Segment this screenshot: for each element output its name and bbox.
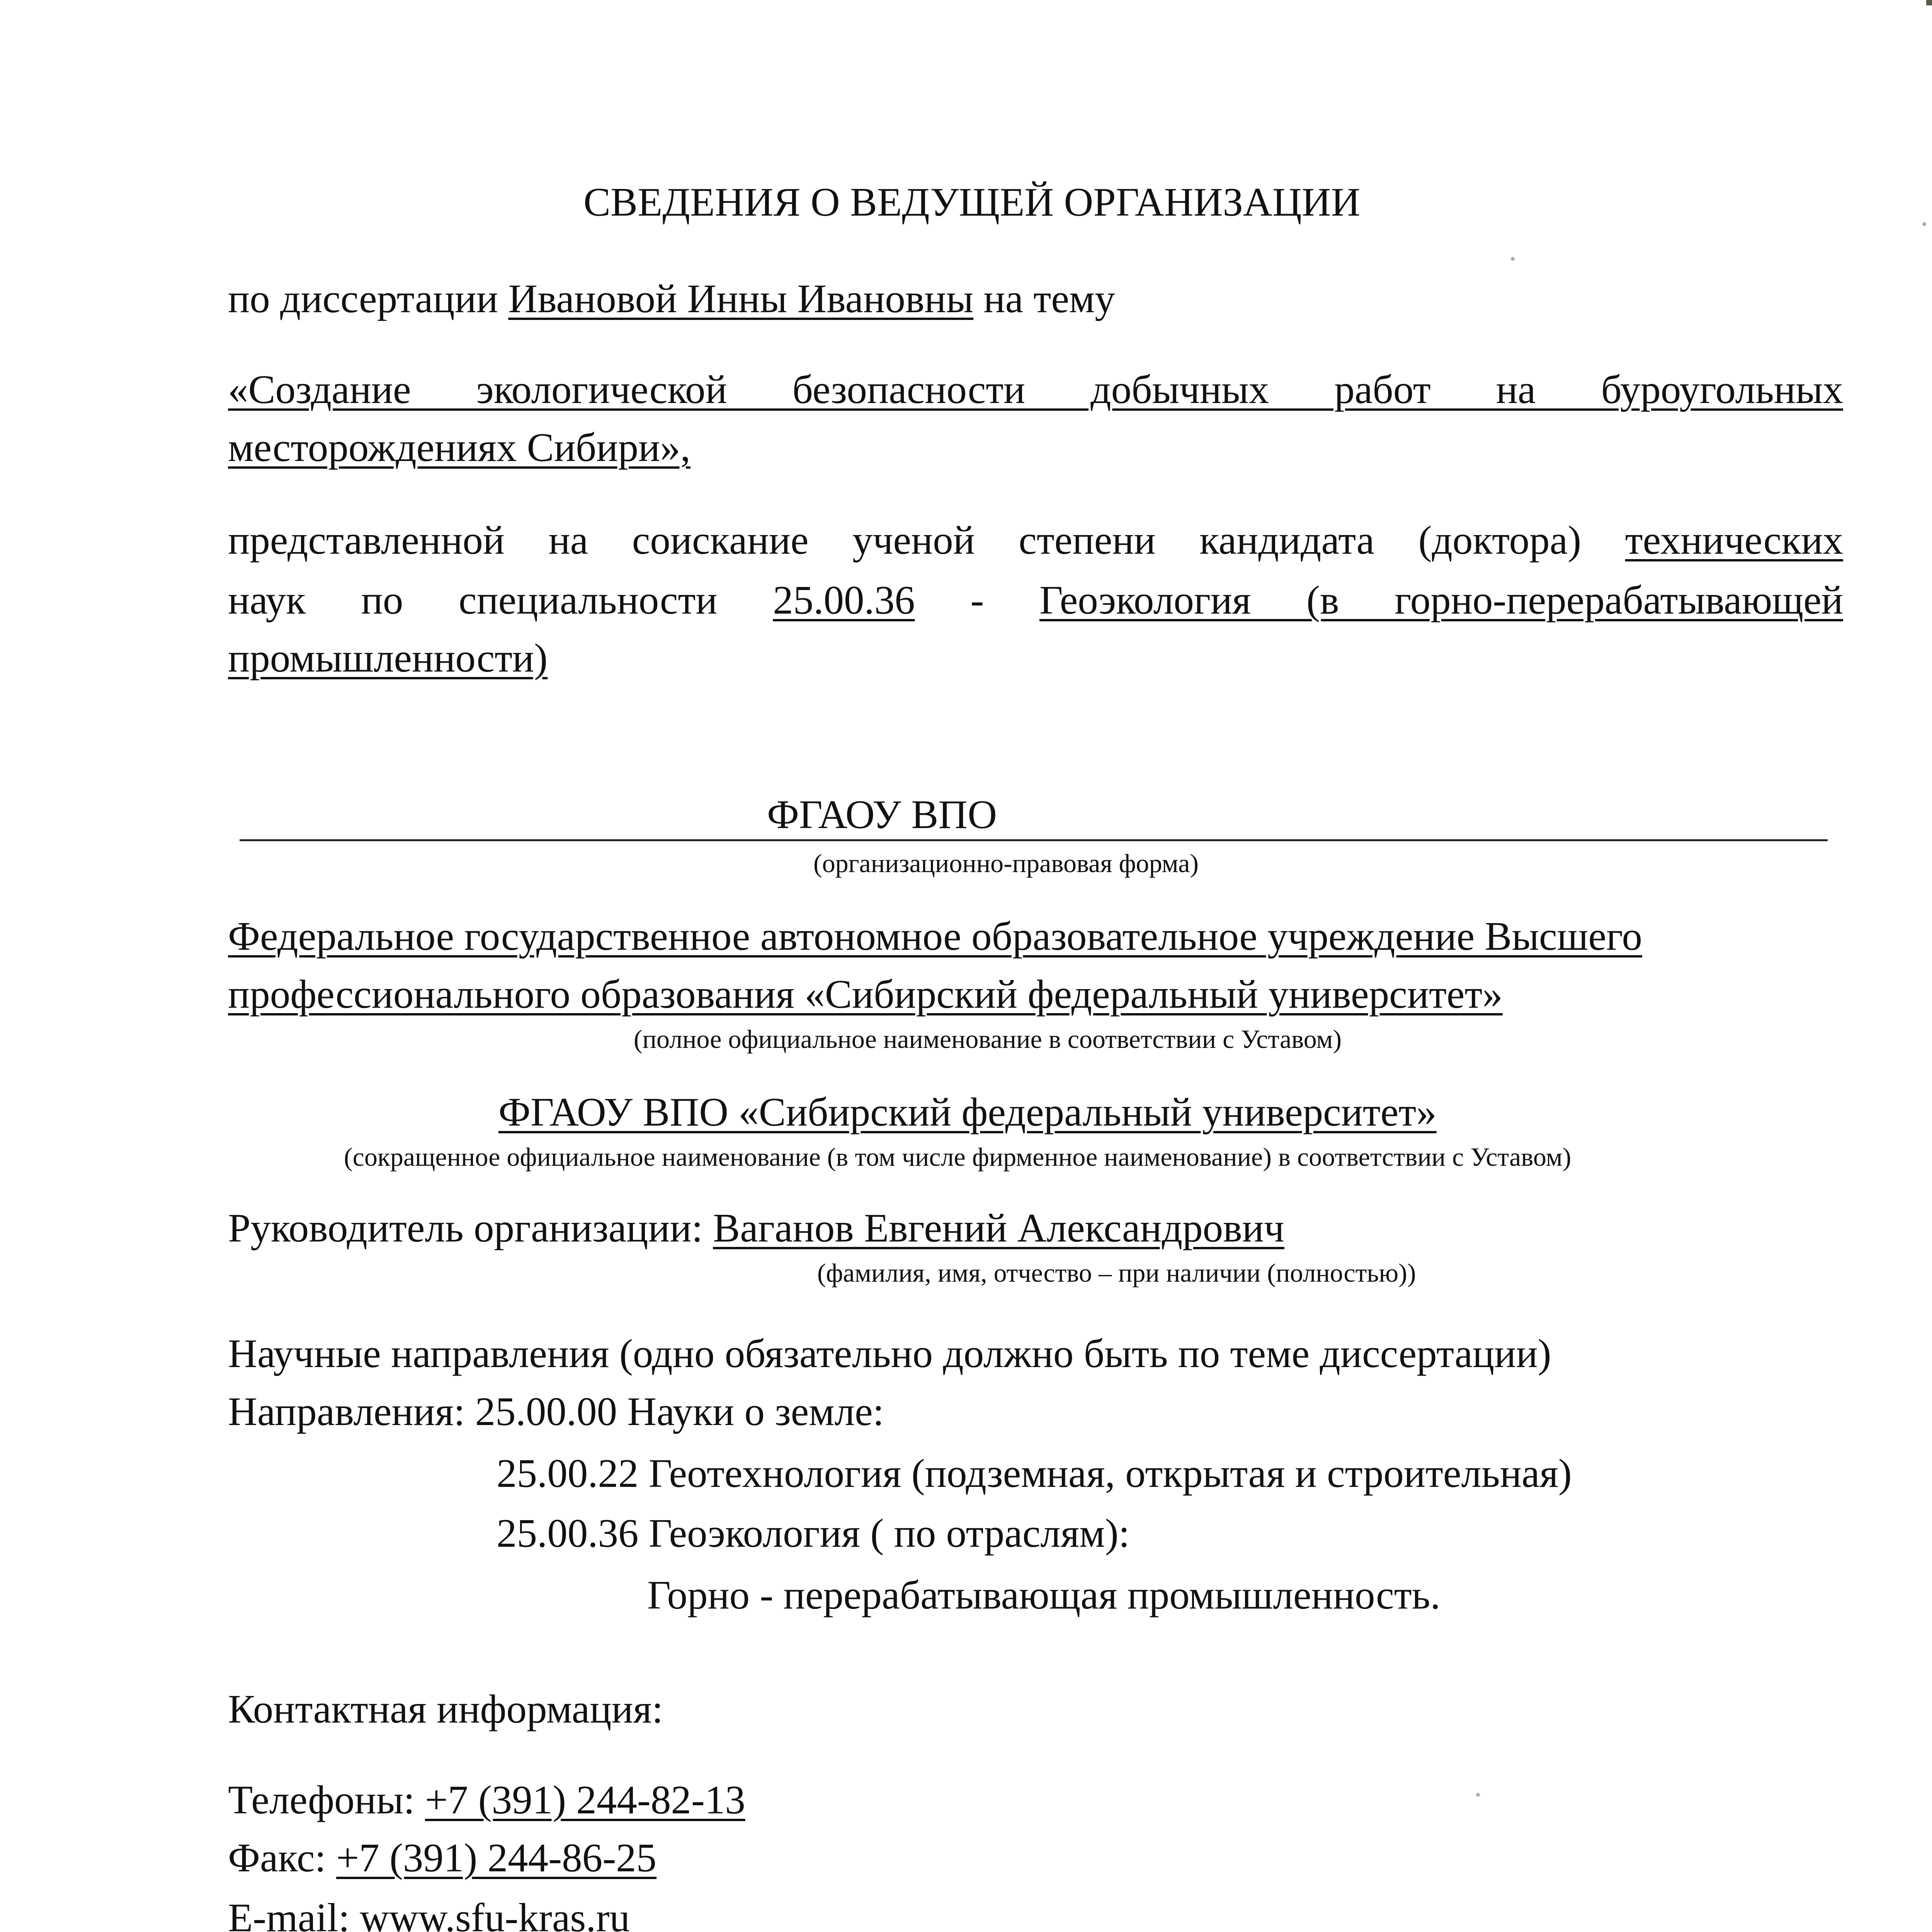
scan-edge-mark (1926, 0, 1932, 5)
org-form-value: ФГАОУ ВПО (767, 792, 997, 837)
dissertation-suffix: на тему (983, 276, 1115, 321)
scan-speck (1476, 1793, 1480, 1797)
dissertation-author: Ивановой Инны Ивановны (508, 276, 974, 321)
science-item-1: 25.00.22 Геотехнология (подземная, открытая и строительная) (497, 1451, 1572, 1496)
science-directions: Направления: 25.00.00 Науки о земле: (228, 1389, 884, 1434)
science-item-3: Горно - перерабатывающая промышленность. (647, 1572, 1440, 1617)
fax-label: Факс: (228, 1835, 326, 1880)
specialty-dash: - (970, 577, 984, 622)
degree-line-1 (228, 517, 1844, 563)
degree-line-2 (228, 577, 1843, 622)
degree-prefix: представленной на соискание ученой степени кандидата (доктора) (228, 517, 1582, 563)
topic-line-2: месторождениях Сибири», (228, 425, 690, 470)
full-name-caption: (полное официальное наименование в соответствии с Уставом) (634, 1024, 1342, 1054)
org-form-caption: (организационно-правовая форма) (813, 849, 1199, 878)
head-value: Ваганов Евгений Александрович (713, 1205, 1284, 1250)
specialty-code: 25.00.36 (773, 577, 915, 622)
dissertation-line (228, 278, 1115, 319)
specialty-name: Геоэкология (в горно-перерабатывающей (1039, 577, 1843, 622)
science-item-2: 25.00.36 Геоэкология ( по отраслям): (497, 1510, 1130, 1556)
science-header: Научные направления (одно обязательно должно быть по теме диссертации) (228, 1331, 1551, 1376)
contact-fax (228, 1837, 656, 1878)
document-title: СВЕДЕНИЯ О ВЕДУЩЕЙ ОРГАНИЗАЦИИ (583, 179, 1361, 224)
email-value: www.sfu-kras.ru (360, 1895, 630, 1932)
topic-line-1: «Создание экологической безопасности добычных работ на буроугольных (228, 367, 1843, 412)
email-label: E-mail: (228, 1895, 350, 1932)
head-caption: (фамилия, имя, отчество – при наличии (полностью)) (817, 1258, 1416, 1287)
contact-header: Контактная информация: (228, 1686, 663, 1731)
scan-speck (1511, 257, 1515, 261)
org-form-underline (240, 839, 1828, 841)
phone-value: +7 (391) 244-82-13 (425, 1777, 745, 1822)
short-name-value: ФГАОУ ВПО «Сибирский федеральный университет» (498, 1089, 1437, 1134)
dissertation-prefix: по диссертации (228, 276, 498, 321)
degree-field: технических (1625, 517, 1844, 563)
contact-email (228, 1897, 630, 1932)
head-label: Руководитель организации: (228, 1205, 703, 1250)
specialty-label: наук по специальности (228, 577, 718, 622)
short-name-caption: (сокращенное официальное наименование (в том числе фирменное наименование) в соответствии с Уставом) (344, 1142, 1571, 1172)
degree-line-3: промышленности) (228, 635, 548, 680)
phone-label: Телефоны: (228, 1777, 415, 1822)
contact-phone (228, 1779, 745, 1820)
fax-value: +7 (391) 244-86-25 (336, 1835, 657, 1880)
scan-speck (1922, 222, 1926, 226)
full-name-line-2: профессионального образования «Сибирский федеральный университет» (228, 971, 1503, 1017)
head-line (228, 1205, 1284, 1250)
full-name-line-1: Федеральное государственное автономное образовательное учреждение Высшего (228, 913, 1643, 959)
